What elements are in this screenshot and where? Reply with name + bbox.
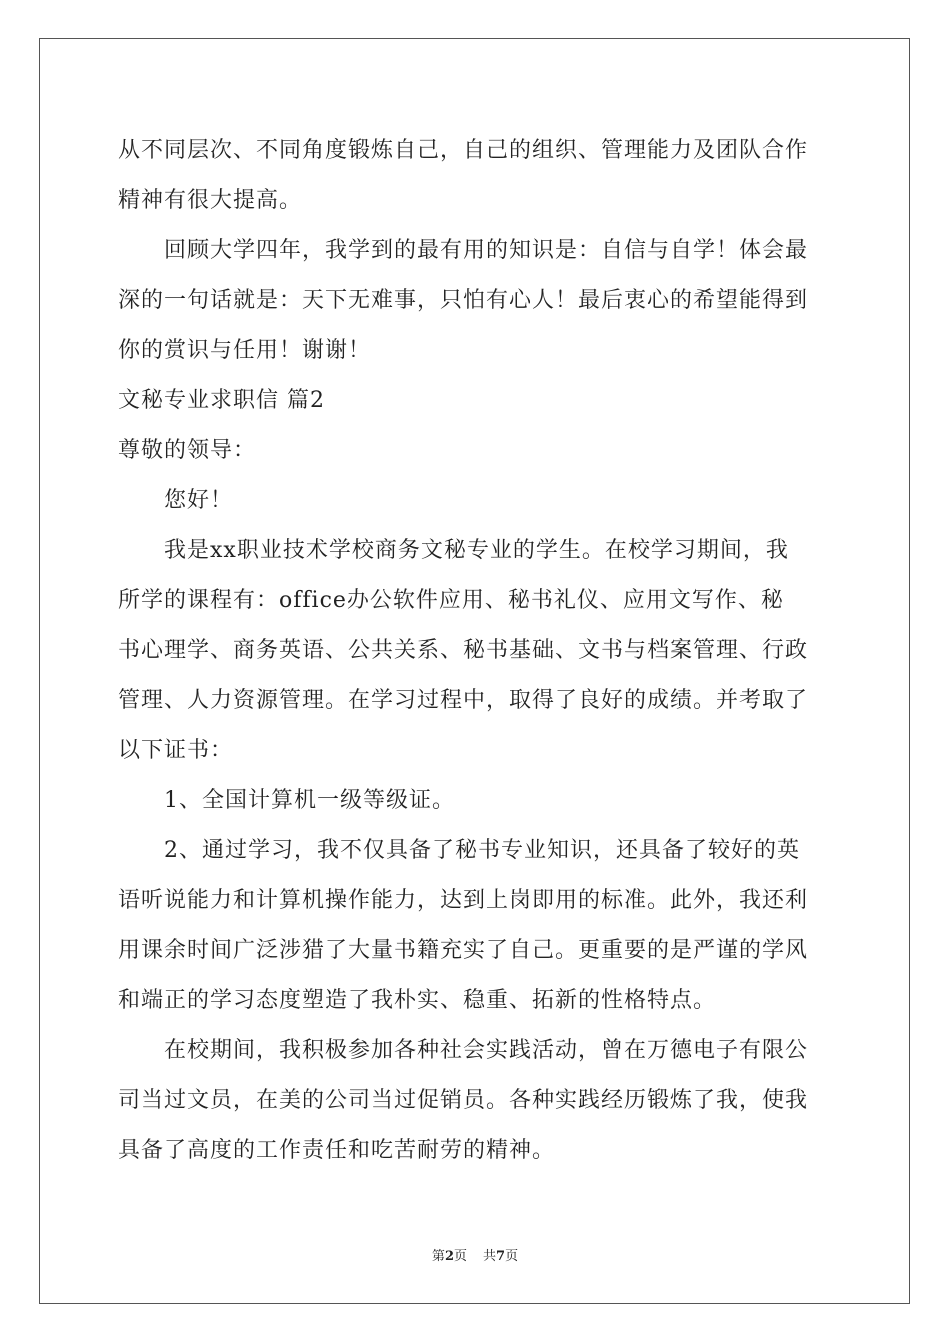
paragraph-start: 我是xx职业技术学校商务文秘专业的学生。在校学习期间，我	[164, 538, 789, 563]
text-line: 管理、人力资源管理。在学习过程中，取得了良好的成绩。并考取了	[118, 688, 809, 713]
text-line: 从不同层次、不同角度锻炼自己，自己的组织、管理能力及团队合作	[118, 138, 809, 163]
text-line: 司当过文员，在美的公司当过促销员。各种实践经历锻炼了我，使我	[118, 1088, 809, 1113]
greeting: 您好！	[164, 488, 234, 513]
document-body	[118, 126, 838, 1176]
list-item: 1、全国计算机一级等级证。	[164, 788, 455, 813]
text-line: 精神有很大提高。	[118, 188, 303, 213]
text-line: 书心理学、商务英语、公共关系、秘书基础、文书与档案管理、行政	[118, 638, 809, 663]
text-line: 你的赏识与任用！谢谢！	[118, 338, 372, 363]
text-line: 语听说能力和计算机操作能力，达到上岗即用的标准。此外，我还利	[118, 888, 809, 913]
text-line: 所学的课程有：office办公软件应用、秘书礼仪、应用文写作、秘	[118, 588, 784, 613]
paragraph-start: 在校期间，我积极参加各种社会实践活动，曾在万德电子有限公	[164, 1038, 809, 1063]
page-total: 共7页	[483, 1249, 519, 1264]
salutation: 尊敬的领导：	[118, 438, 257, 463]
text-line: 用课余时间广泛涉猎了大量书籍充实了自己。更重要的是严谨的学风	[118, 938, 809, 963]
section-heading: 文秘专业求职信 篇2	[118, 388, 325, 413]
text-line: 深的一句话就是：天下无难事，只怕有心人！最后衷心的希望能得到	[118, 288, 809, 313]
paragraph-start: 回顾大学四年，我学到的最有用的知识是：自信与自学！体会最	[164, 238, 809, 263]
page-number: 第2页	[431, 1249, 467, 1264]
text-line: 以下证书：	[118, 738, 234, 763]
text-line: 具备了高度的工作责任和吃苦耐劳的精神。	[118, 1138, 556, 1163]
text-line: 和端正的学习态度塑造了我朴实、稳重、拓新的性格特点。	[118, 988, 717, 1013]
list-item: 2、通过学习，我不仅具备了秘书专业知识，还具备了较好的英	[164, 838, 800, 863]
page-footer	[0, 1247, 950, 1267]
